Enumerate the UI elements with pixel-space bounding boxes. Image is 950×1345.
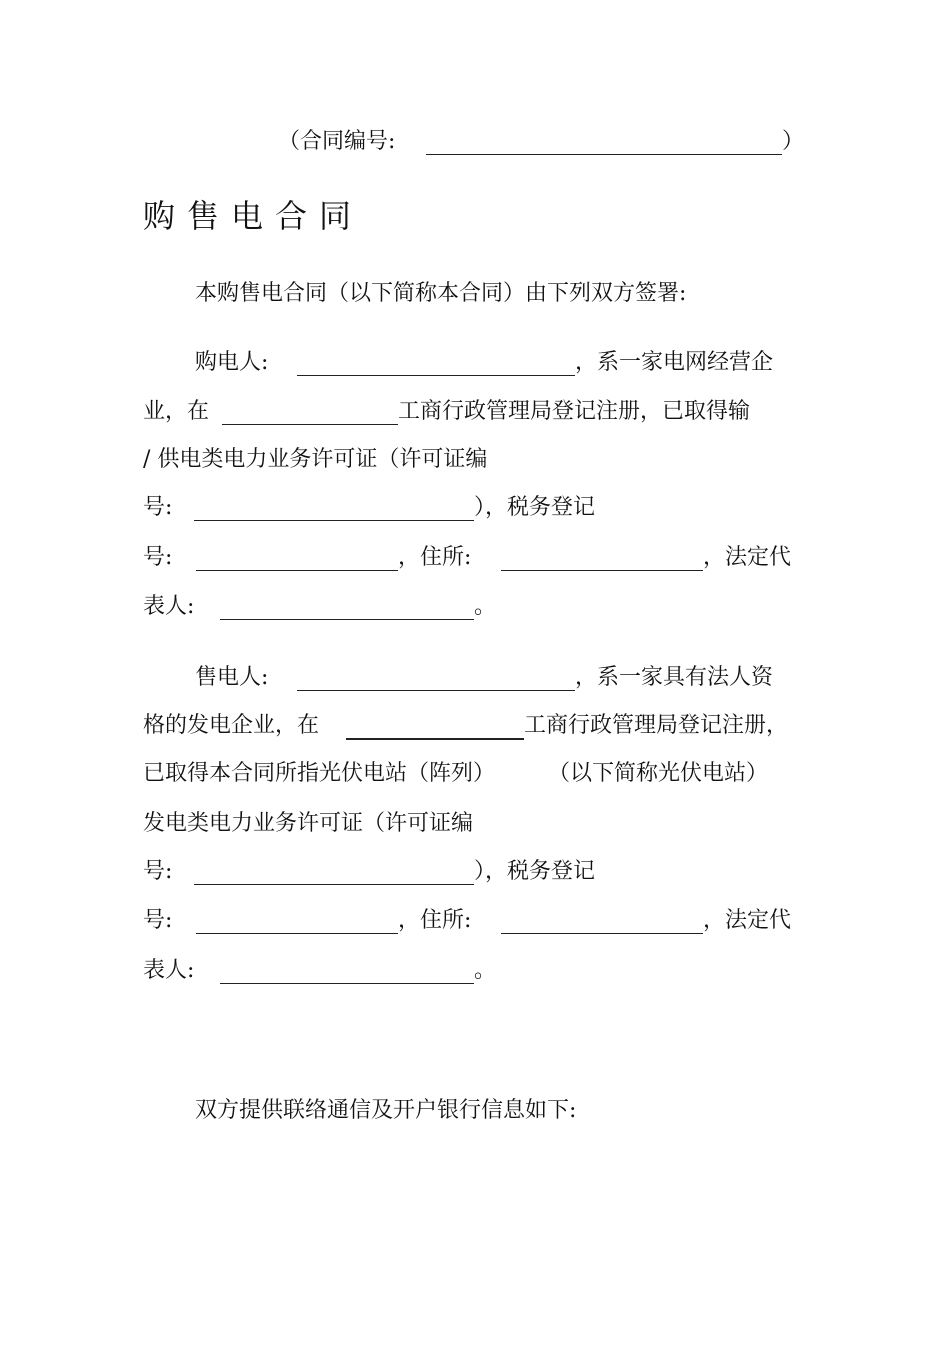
buyer-registry-blank bbox=[222, 404, 398, 425]
buyer-address-blank bbox=[501, 550, 703, 571]
seller-license-blank bbox=[194, 864, 474, 885]
buyer-rep-label-b: 表人: bbox=[143, 594, 195, 619]
seller-license-label: 号: bbox=[143, 859, 173, 884]
buyer-tax-label: ），税务登记 bbox=[474, 495, 596, 520]
buyer-rep-label-a: ，法定代 bbox=[703, 545, 792, 570]
seller-address-label: ，住所: bbox=[398, 908, 472, 933]
seller-rep-label-b: 表人: bbox=[143, 958, 195, 983]
buyer-tax-blank bbox=[196, 550, 398, 571]
seller-tax-blank bbox=[196, 913, 398, 934]
page-title: 购售电合同 bbox=[143, 197, 364, 235]
seller-name-blank bbox=[297, 670, 575, 691]
buyer-address-label: ，住所: bbox=[398, 545, 472, 570]
contract-number-blank bbox=[426, 134, 782, 155]
buyer-name-blank bbox=[297, 355, 575, 376]
seller-label: 售电人: bbox=[195, 665, 269, 690]
seller-line4-text: 发电类电力业务许可证（许可证编 bbox=[143, 811, 474, 836]
contract-number-line bbox=[278, 128, 395, 156]
buyer-end: 。 bbox=[474, 594, 497, 619]
seller-line2-text-a: 格的发电企业，在 bbox=[143, 713, 320, 738]
buyer-line3-text: / 供电类电力业务许可证（许可证编 bbox=[143, 447, 488, 472]
seller-line3-text-a: 已取得本合同所指光伏电站（阵列） bbox=[143, 761, 496, 786]
seller-registry-blank bbox=[346, 718, 524, 740]
seller-rep-blank bbox=[220, 963, 474, 984]
buyer-label: 购电人: bbox=[195, 350, 269, 375]
intro-paragraph: 本购售电合同（以下简称本合同）由下列双方签署: bbox=[195, 281, 687, 306]
seller-end: 。 bbox=[474, 958, 497, 983]
seller-line3-text-b: （以下简称光伏电站） bbox=[548, 761, 769, 786]
buyer-rep-blank bbox=[220, 599, 474, 620]
contract-number-close: ） bbox=[782, 129, 805, 154]
seller-line1-text: ，系一家具有法人资 bbox=[575, 665, 774, 690]
buyer-license-blank bbox=[194, 500, 474, 521]
buyer-license-label: 号: bbox=[143, 495, 173, 520]
seller-tax-label: ），税务登记 bbox=[474, 859, 596, 884]
buyer-tax-no-label: 号: bbox=[143, 545, 173, 570]
buyer-line2-text-a: 业，在 bbox=[143, 399, 210, 424]
contact-intro: 双方提供联络通信及开户银行信息如下: bbox=[195, 1098, 577, 1123]
buyer-line1-text: ，系一家电网经营企 bbox=[575, 350, 774, 375]
contract-number-label: （合同编号: bbox=[278, 129, 396, 154]
seller-address-blank bbox=[501, 913, 703, 934]
seller-line2-text-b: 工商行政管理局登记注册， bbox=[524, 713, 789, 738]
seller-tax-no-label: 号: bbox=[143, 908, 173, 933]
buyer-line2-text-b: 工商行政管理局登记注册，已取得输 bbox=[398, 399, 751, 424]
seller-rep-label-a: ，法定代 bbox=[703, 908, 792, 933]
